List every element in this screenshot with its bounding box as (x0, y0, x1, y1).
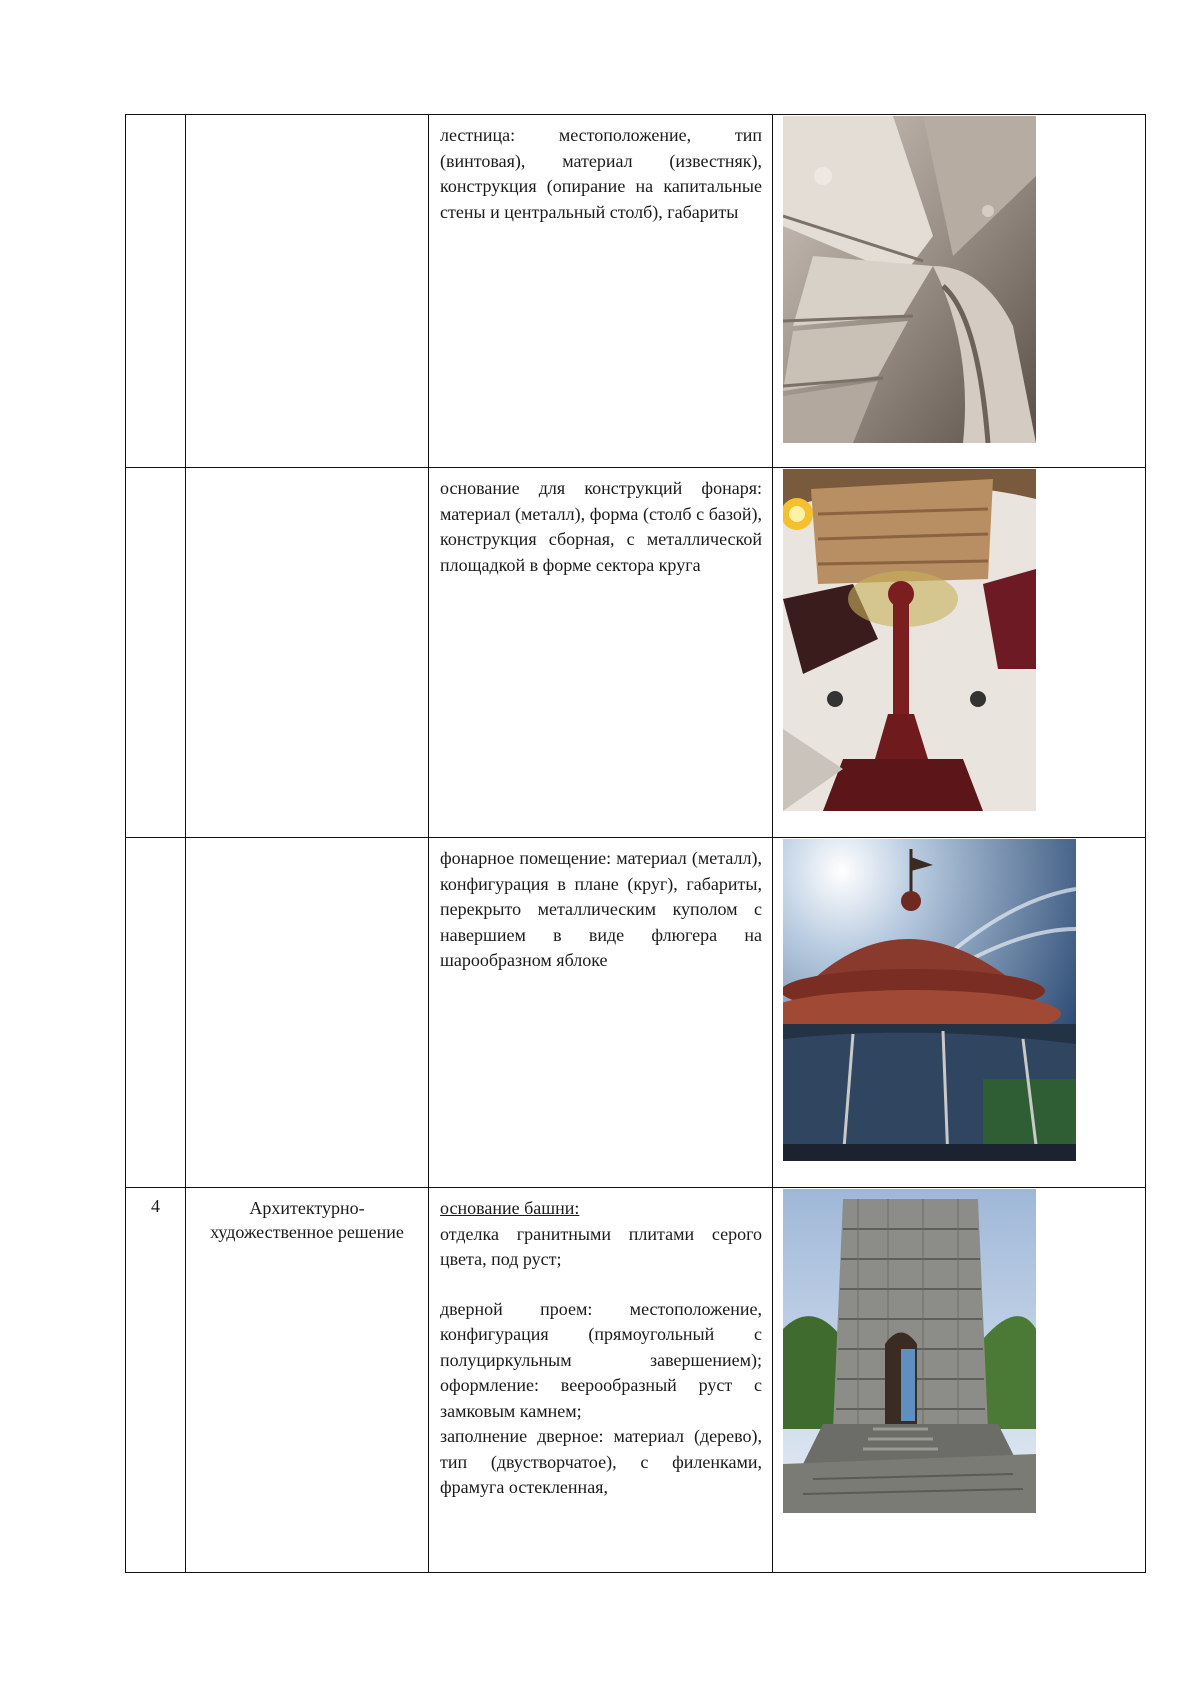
description-text: отделка гранитными плитами серого цвета, под руст; (440, 1223, 762, 1269)
architecture-table (125, 114, 1146, 1573)
section-name: Архитектурно-художественное решение (186, 1188, 429, 1573)
lantern-base-column-photo (783, 469, 1036, 811)
description-cell (429, 115, 773, 468)
section-name (186, 838, 429, 1188)
table-row (126, 838, 1146, 1188)
photo-cell (773, 1188, 1146, 1573)
spiral-staircase-photo (783, 116, 1036, 443)
section-name (186, 115, 429, 468)
photo-cell (773, 115, 1146, 468)
table-row (126, 115, 1146, 468)
row-number (126, 115, 186, 468)
table-row (126, 468, 1146, 838)
description-cell (429, 1188, 773, 1573)
description-text: фонарное помещение: материал (металл), конфигурация в плане (круг), габариты, перекрыто металлическим куполом с навершием в виде флюгера на шарообразном яблоке (440, 848, 762, 970)
row-number (126, 468, 186, 838)
tower-base-entrance-photo (783, 1189, 1036, 1513)
description-text: дверной проем: местоположение, конфигурация (прямоугольный с полуциркульным завершением); оформление: веерообразный руст с замковым камнем; (440, 1298, 762, 1421)
row-number: 4 (126, 1188, 186, 1573)
description-text: основание для конструкций фонаря: материал (металл), форма (столб с базой), конструкция сборная, с металлической площадкой в форме сектора круга (440, 478, 762, 575)
photo-cell (773, 468, 1146, 838)
description-cell (429, 838, 773, 1188)
photo-cell (773, 838, 1146, 1188)
description-heading: основание башни: (440, 1198, 580, 1218)
table-row (126, 1188, 1146, 1573)
section-name (186, 468, 429, 838)
row-number (126, 838, 186, 1188)
description-text: лестница: местоположение, тип (винтовая), материал (известняк), конструкция (опирание на капитальные стены и центральный столб), габариты (440, 125, 762, 222)
description-text: заполнение дверное: материал (дерево), тип (двустворчатое), с филенками, фрамуга остекленная, (440, 1426, 762, 1497)
description-cell (429, 468, 773, 838)
lantern-room-dome-photo (783, 839, 1076, 1161)
